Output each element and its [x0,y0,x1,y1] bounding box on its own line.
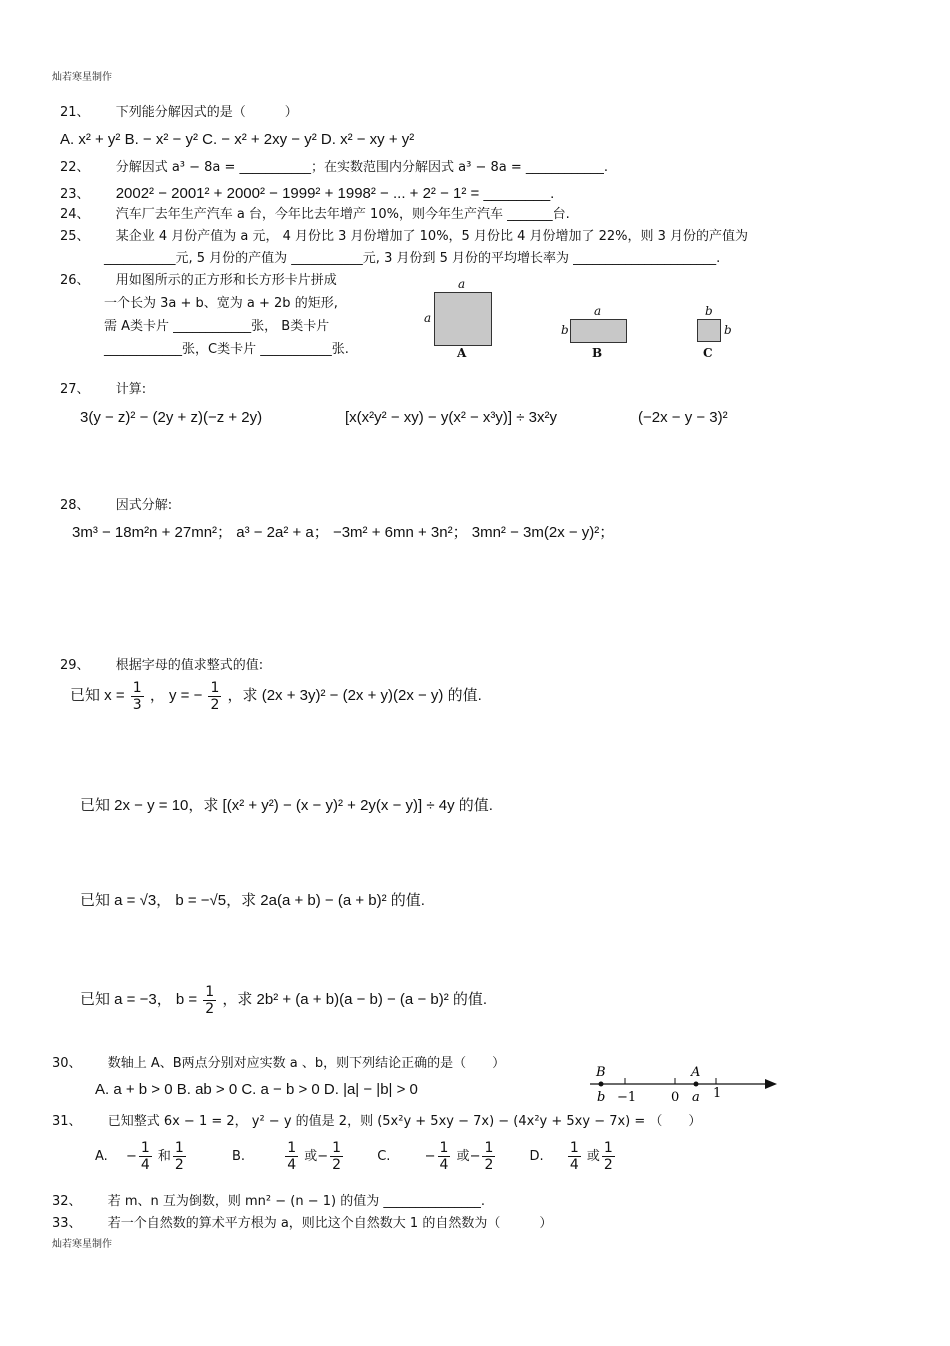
frac-denominator: 3 [132,697,142,713]
q25-number: 25、 [60,229,90,244]
q25-line1: 某企业 4 月份产值为 a 元， 4 月份比 3 月份增加了 10%，5 月份比 4 月份增加了 22%，则 3 月份的产值为 [115,229,749,244]
q30 [52,1055,505,1073]
frac-numerator: 1 [569,1140,579,1156]
option-letter: C. [377,1149,391,1164]
option-connector: 和 [157,1149,171,1164]
q32-number: 32、 [52,1194,82,1209]
q29-number: 29、 [60,658,90,673]
frac-denominator: 2 [174,1157,184,1173]
card-b-side-label: b [561,323,569,337]
q31-stem: 已知整式 6x − 1 = 2， y² − y 的值是 2，则 (5x²y + 5xy − 7x) − (4x²y + 5xy − 7x) = （ ） [107,1114,702,1129]
card-a-top-label: a [458,277,466,291]
page-footer: 灿若寒星制作 [52,1239,112,1250]
point-b [599,1082,604,1087]
frac-numerator: 1 [484,1140,494,1156]
q31-options [95,1140,617,1173]
frac-denominator: 4 [439,1157,449,1173]
option-letter: D. [529,1149,544,1164]
minus-sign: − [469,1149,481,1164]
q21 [60,104,298,122]
q21-number: 21、 [60,105,90,120]
frac-denominator: 2 [603,1157,613,1173]
card-a-name: A [457,346,467,360]
q29-p1-pre: 已知 x = [70,687,125,704]
q21-options: A. x² + y² B. − x² − y² C. − x² + 2xy − y² D. x² − xy + y² [60,131,415,148]
frac-denominator: 4 [287,1157,297,1173]
q28 [60,497,172,515]
q29-stem: 根据字母的值求整式的值: [115,658,264,673]
frac-denominator: 4 [569,1157,579,1173]
q30-stem: 数轴上 A、B两点分别对应实数 a 、b，则下列结论正确的是（ ） [107,1056,506,1071]
q32-text: 若 m、n 互为倒数，则 mn² − (n − 1) 的值为 _______________. [107,1194,485,1209]
fraction-one-half [482,1140,495,1173]
card-b-rect [570,319,627,343]
minus-sign: − [317,1149,329,1164]
option-connector: 或 [304,1149,318,1164]
fraction-one-half [208,680,221,713]
frac-numerator: 1 [332,1140,342,1156]
frac-numerator: 1 [174,1140,184,1156]
q33-number: 33、 [52,1216,82,1231]
number-line [585,1062,780,1107]
fraction-one-half [203,984,216,1017]
q28-expressions: 3m³ − 18m²n + 27mn²； a³ − 2a² + a； −3m² + 6mn + 3n²； 3mn² − 3m(2x − y)²； [72,524,615,541]
q29-p1-mid: ， y = − [149,687,203,704]
frac-numerator: 1 [210,680,220,696]
frac-denominator: 4 [140,1157,150,1173]
minus-one-label: −1 [617,1090,637,1105]
q21-stem: 下列能分解因式的是（ ） [115,105,298,120]
frac-numerator: 1 [287,1140,297,1156]
zero-label: 0 [671,1090,680,1105]
number-line-arrow-icon [765,1079,777,1089]
point-a [694,1082,699,1087]
q31-option-d [529,1140,617,1173]
q26-number: 26、 [60,273,90,288]
frac-numerator: 1 [140,1140,150,1156]
q29-p4-pre: 已知 a = −3， b = [80,991,198,1008]
q26-line4: ____________张，C类卡片 ___________张. [104,342,349,357]
card-a-side-label: a [424,311,432,325]
q33-text: 若一个自然数的算术平方根为 a，则比这个自然数大 1 的自然数为（ ） [107,1216,553,1231]
point-a-label: A [691,1065,701,1080]
minus-sign: − [125,1149,137,1164]
q32 [52,1193,485,1211]
option-connector: 或 [456,1149,470,1164]
card-b-name: B [592,346,603,360]
fraction-one-quarter [139,1140,152,1173]
q23-number: 23、 [60,187,90,202]
frac-numerator: 1 [205,984,215,1000]
frac-denominator: 2 [332,1157,342,1173]
q26-line2: 一个长为 3a + b、宽为 a + 2b 的矩形, [104,296,338,311]
q25-line2: ___________元, 5 月份的产值为 ___________元, 3 月份到 5 月份的平均增长率为 ______________________. [104,251,721,266]
q26-stem: 用如图所示的正方形和长方形卡片拼成 [115,273,337,288]
q24-text: 汽车厂去年生产汽车 a 台，今年比去年增产 10%，则今年生产汽车 _______台. [115,207,570,222]
q27-number: 27、 [60,382,90,397]
q26-line3: 需 A类卡片 ____________张， B类卡片 [104,319,330,334]
fraction-one-half [173,1140,186,1173]
a-value-label: a [692,1090,700,1105]
q25 [60,228,748,246]
q27-expr-2: [x(x²y² − xy) − y(x² − x³y)] ÷ 3x²y [345,409,557,426]
q31 [52,1113,701,1131]
card-c-square [697,319,721,342]
card-c-top-label: b [705,304,713,318]
q24-number: 24、 [60,207,90,222]
q29-part-2: 已知 2x − y = 10，求 [(x² + y²) − (x − y)² + 2y(x − y)] ÷ 4y 的值. [80,797,493,814]
card-a-square [434,292,492,346]
minus-sign: − [424,1149,436,1164]
frac-numerator: 1 [132,680,142,696]
q27 [60,381,146,399]
q29 [60,657,263,675]
option-letter: B. [231,1149,246,1164]
q29-part-1 [70,680,482,713]
card-b-top-label: a [594,304,602,318]
q27-expr-3: (−2x − y − 3)² [638,409,728,426]
q23 [60,185,554,204]
q24 [60,206,570,224]
frac-denominator: 2 [210,697,220,713]
q29-p1-post: ，求 (2x + 3y)² − (2x + y)(2x − y) 的值. [227,687,482,704]
frac-denominator: 2 [484,1157,494,1173]
fraction-one-quarter [438,1140,451,1173]
q29-p4-post: ，求 2b² + (a + b)(a − b) − (a − b)² 的值. [222,991,488,1008]
b-value-label: b [597,1090,606,1105]
q33 [52,1215,552,1233]
q22 [60,159,608,177]
page-header: 灿若寒星制作 [52,72,112,83]
q31-option-c [377,1140,501,1173]
q31-number: 31、 [52,1114,82,1129]
q28-number: 28、 [60,498,90,513]
q28-stem: 因式分解: [115,498,173,513]
fraction-one-half [330,1140,343,1173]
q30-number: 30、 [52,1056,82,1071]
q23-text: 2002² − 2001² + 2000² − 1999² + 1998² − ... + 2² − 1² = ________. [115,185,555,202]
fraction-one-quarter [568,1140,581,1173]
frac-denominator: 2 [205,1001,215,1017]
fraction-one-half [602,1140,615,1173]
frac-numerator: 1 [603,1140,613,1156]
q29-part-3: 已知 a = √3， b = −√5，求 2a(a + b) − (a + b)² 的值. [80,892,425,909]
q30-options: A. a + b > 0 B. ab > 0 C. a − b > 0 D. |a| − |b| > 0 [95,1081,418,1098]
q26 [60,272,337,290]
q22-number: 22、 [60,160,90,175]
point-b-label: B [596,1065,606,1080]
fraction-one-third [131,680,144,713]
card-c-name: C [703,346,713,360]
q27-stem: 计算: [115,382,147,397]
q31-option-b [231,1140,349,1173]
option-connector: 或 [586,1149,600,1164]
q27-expr-1: 3(y − z)² − (2y + z)(−z + 2y) [80,409,263,426]
q22-text: 分解因式 a³ − 8a = ___________；在实数范围内分解因式 a³ − 8a = ____________. [115,160,609,175]
card-c-side-label: b [724,323,732,337]
q29-part-4 [80,984,487,1017]
option-letter: A. [95,1149,108,1164]
q31-option-a [95,1140,192,1173]
fraction-one-quarter [285,1140,298,1173]
one-label: 1 [713,1086,722,1101]
frac-numerator: 1 [439,1140,449,1156]
